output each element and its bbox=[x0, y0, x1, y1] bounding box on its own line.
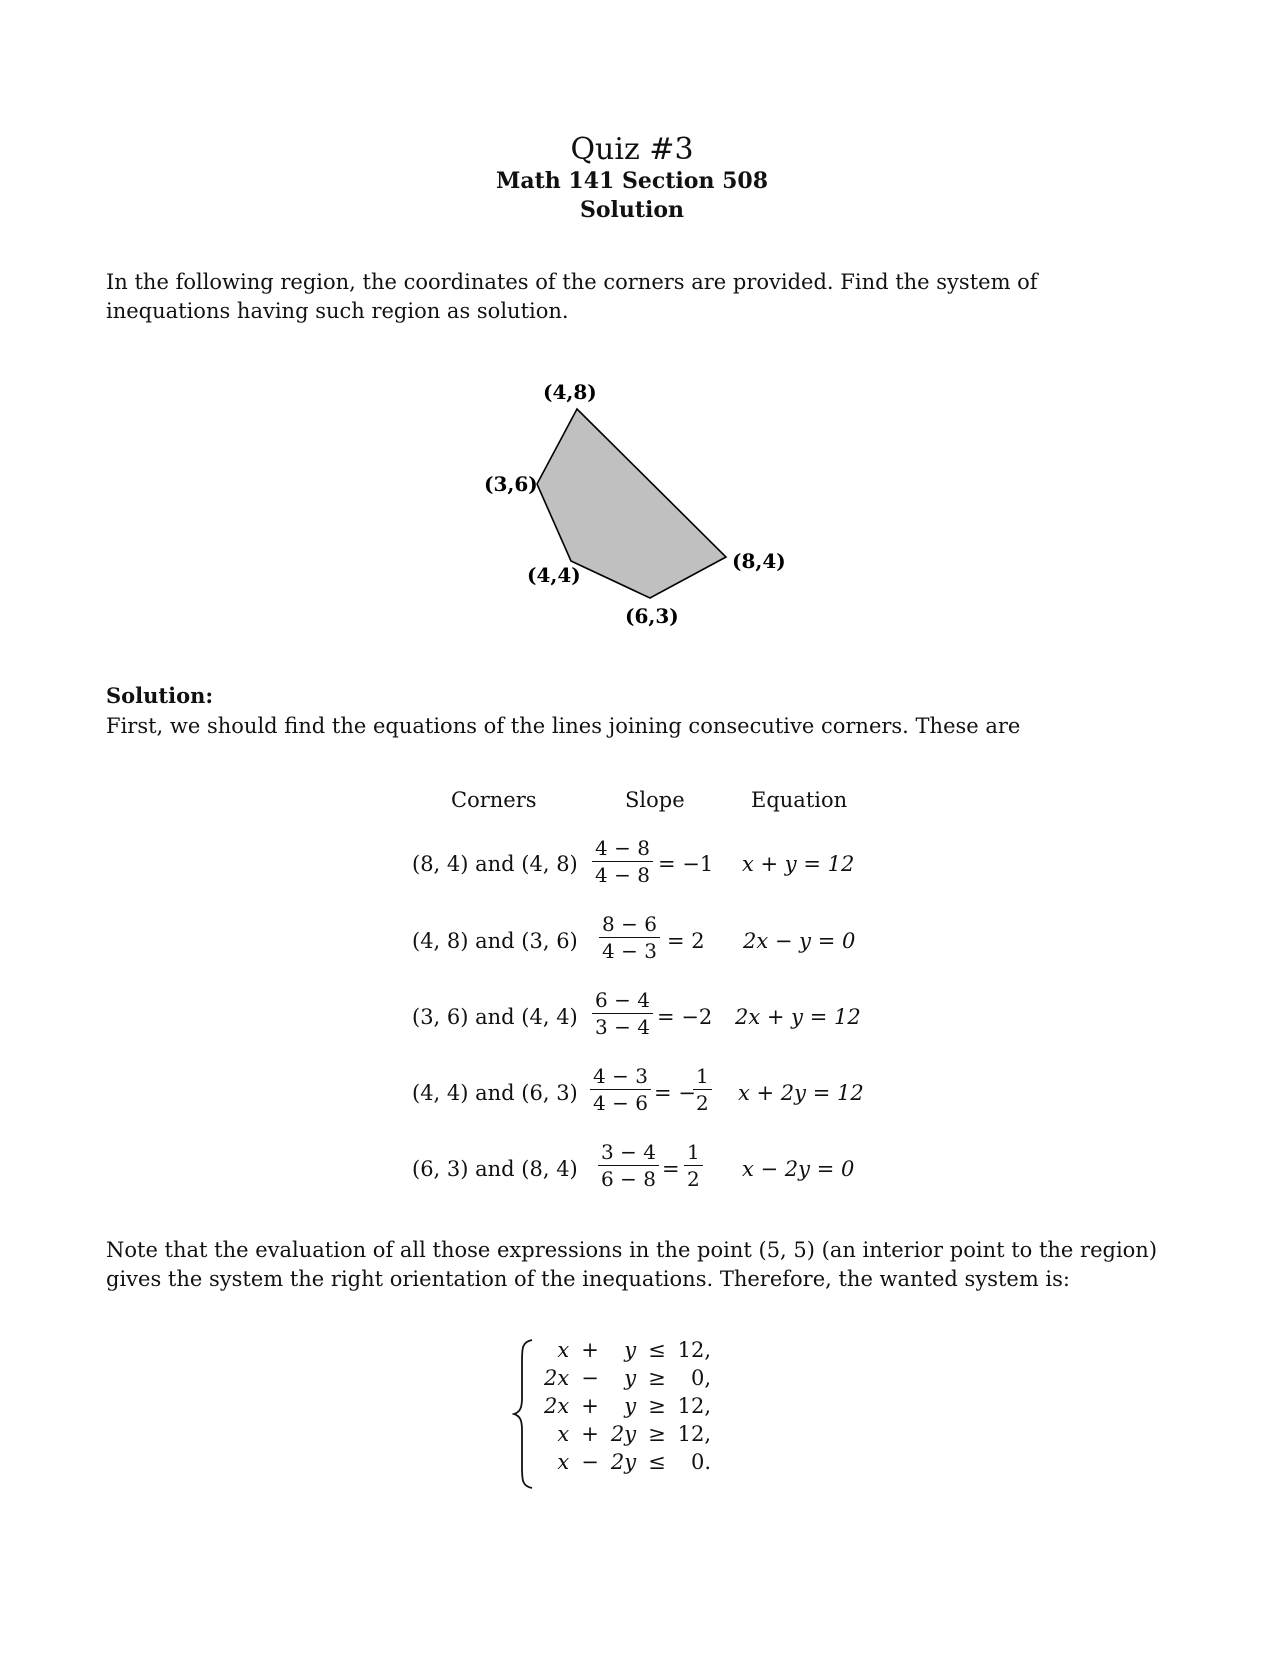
row3-slope-value: = −2 bbox=[657, 1005, 713, 1029]
row4-slope-fraction: $\frac{4 - 3}{4 - 6}$ bbox=[590, 1064, 651, 1115]
vertex-label-4-8: (4,8) bbox=[543, 380, 597, 404]
inequation-row: 2x + y ≥ 12, bbox=[544, 1394, 712, 1418]
vertex-label-8-4: (8,4) bbox=[732, 549, 786, 573]
row2-corners: (4, 8) and (3, 6) bbox=[412, 929, 578, 953]
inequation-row: x − 2y ≤ 0. bbox=[557, 1450, 712, 1474]
solution-heading: Solution: bbox=[106, 683, 214, 708]
row1-slope-value: = −1 bbox=[658, 852, 714, 876]
row2-slope-value: = 2 bbox=[667, 929, 705, 953]
row5-slope-fraction: $\frac{3 - 4}{6 - 8}$ bbox=[598, 1140, 659, 1191]
inequation-row: x + 2y ≥ 12, bbox=[557, 1422, 712, 1446]
header-corners: Corners bbox=[451, 788, 537, 812]
vertex-label-6-3: (6,3) bbox=[625, 604, 679, 628]
region-figure bbox=[470, 370, 800, 650]
row1-equation: x + y = 12 bbox=[742, 852, 855, 876]
course-section: Math 141 Section 508 bbox=[495, 168, 769, 194]
system-of-inequations bbox=[538, 1336, 717, 1476]
inequation-row: x + y ≤ 12, bbox=[557, 1338, 712, 1362]
row5-equation: x − 2y = 0 bbox=[742, 1157, 855, 1181]
solution-intro: First, we should find the equations of the lines joining consecutive corners. These are bbox=[106, 714, 1021, 738]
quiz-title: Quiz #3 bbox=[570, 132, 694, 167]
row3-slope-fraction: $\frac{6 - 4}{3 - 4}$ bbox=[592, 988, 653, 1039]
row3-equation: 2x + y = 12 bbox=[735, 1005, 861, 1029]
vertex-label-4-4: (4,4) bbox=[527, 563, 581, 587]
header-equation: Equation bbox=[751, 788, 848, 812]
row5-slope-half: $\frac{1}{2}$ bbox=[684, 1140, 703, 1191]
row4-corners: (4, 4) and (6, 3) bbox=[412, 1081, 578, 1105]
row1-slope-fraction: $\frac{4 - 8}{4 - 8}$ bbox=[592, 836, 653, 887]
row5-corners: (6, 3) and (8, 4) bbox=[412, 1157, 578, 1181]
note-paragraph: Note that the evaluation of all those expressions in the point (5, 5) (an interior point to the region) gives the system the right orientation of the inequations. Therefore, the wanted system is: bbox=[106, 1238, 1158, 1291]
row2-equation: 2x − y = 0 bbox=[743, 929, 856, 953]
header-slope: Slope bbox=[625, 788, 685, 812]
row4-equation: x + 2y = 12 bbox=[738, 1081, 864, 1105]
inequation-row: 2x − y ≥ 0, bbox=[544, 1366, 712, 1390]
problem-statement: In the following region, the coordinates of the corners are provided. Find the system of inequations having such region as solution. bbox=[106, 270, 1038, 323]
solution-label: Solution bbox=[579, 197, 685, 223]
row3-corners: (3, 6) and (4, 4) bbox=[412, 1005, 578, 1029]
row4-slope-half: $\frac{1}{2}$ bbox=[693, 1064, 712, 1115]
system-brace bbox=[512, 1338, 536, 1490]
row5-slope-value: = bbox=[662, 1157, 680, 1181]
row1-corners: (8, 4) and (4, 8) bbox=[412, 852, 578, 876]
row2-slope-fraction: $\frac{8 - 6}{4 - 3}$ bbox=[599, 912, 660, 963]
row4-slope-value: = − bbox=[654, 1081, 696, 1105]
vertex-label-3-6: (3,6) bbox=[484, 472, 538, 496]
